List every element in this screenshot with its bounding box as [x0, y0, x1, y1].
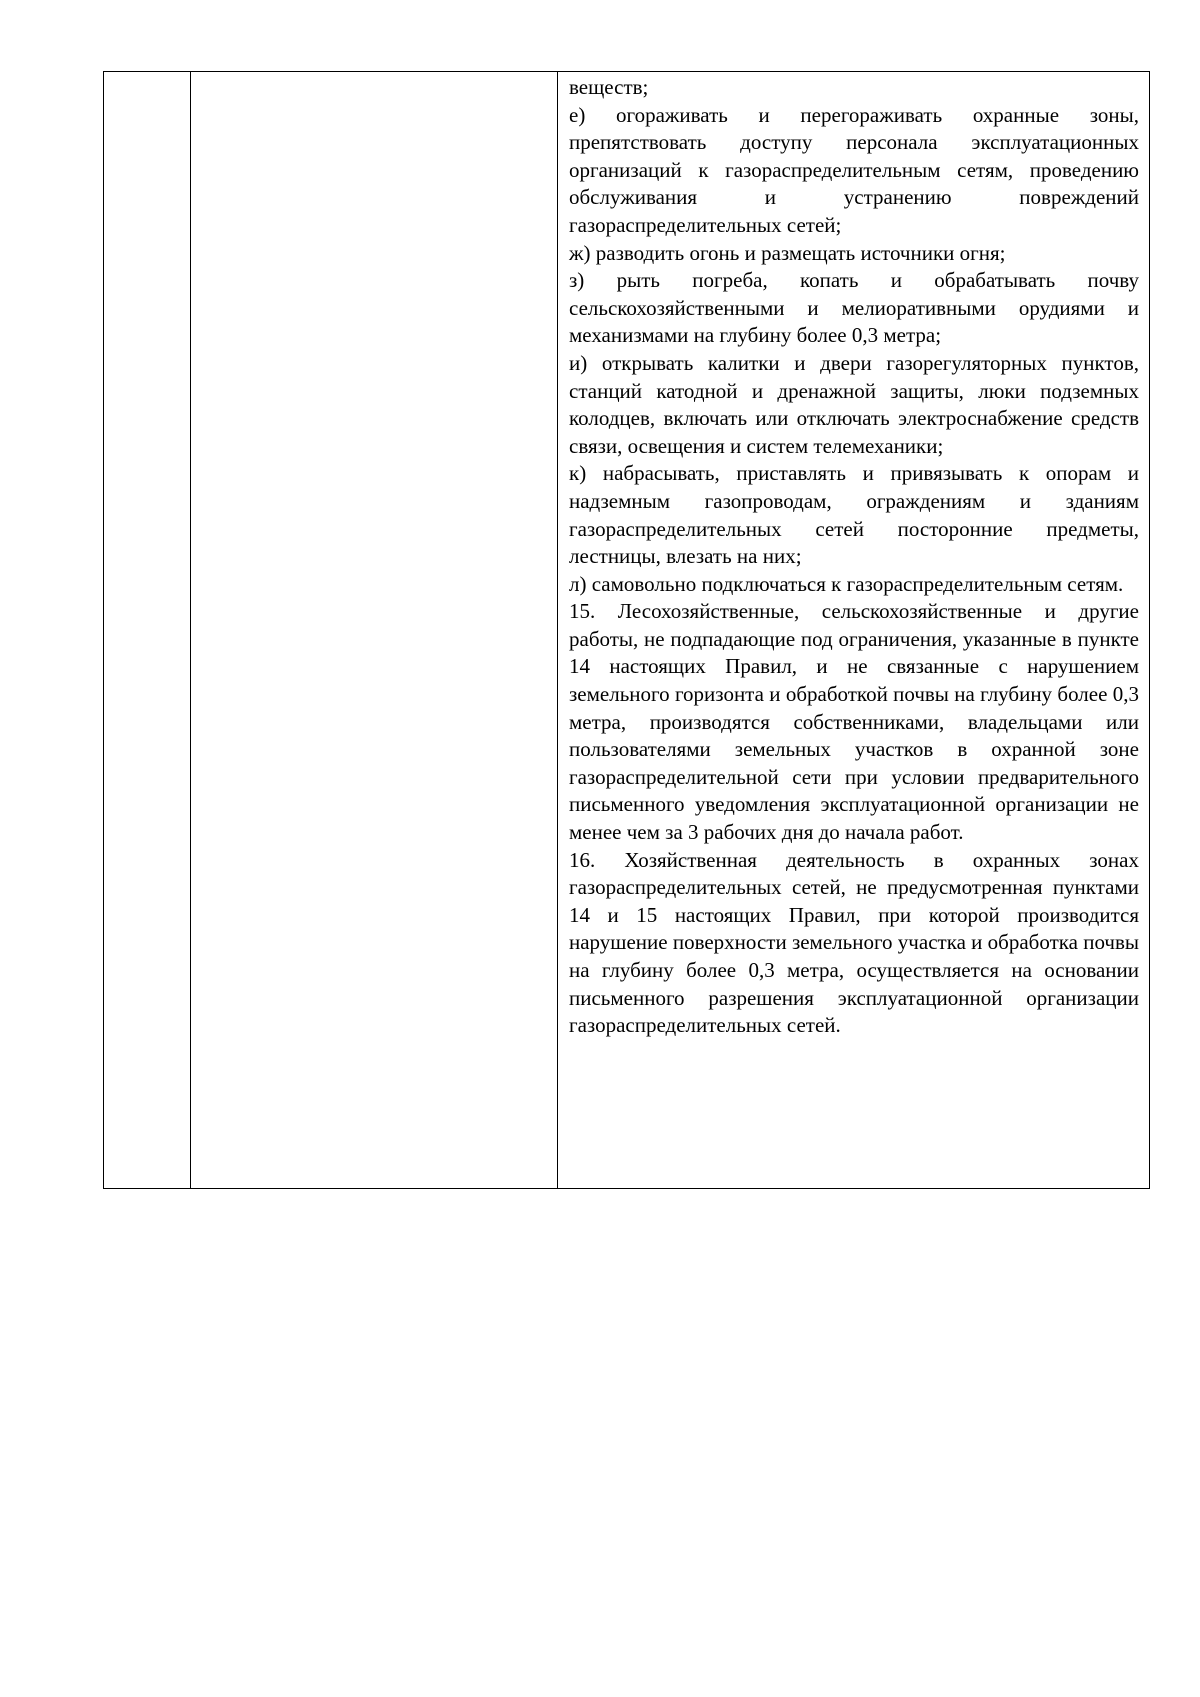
name-cell [191, 72, 558, 1189]
document-table [103, 71, 1150, 1189]
paragraph-item-i: и) открывать калитки и двери газорегуляторных пунктов, станций катодной и дренажной защиты, люки подземных колодцев, включать или отключать электроснабжение средств связи, освещения и систем телемеханики; [569, 350, 1139, 458]
paragraph-continuation: веществ; [569, 75, 649, 99]
number-cell [104, 72, 191, 1189]
text-cell [558, 72, 1150, 1189]
paragraph-point-15: 15. Лесохозяйственные, сельскохозяйственные и другие работы, не подпадающие под ограничения, указанные в пункте 14 настоящих Правил, и не связанные с нарушением земельного горизонта и обработкой почвы на глубину более 0,3 метра, производятся собственниками, владельцами или пользователями земельных участков в охранной зоне газораспределительной сети при условии предварительного письменного уведомления эксплуатационной организации не менее чем за 3 рабочих дня до начала работ. [569, 599, 1139, 845]
paragraph-item-l: л) самовольно подключаться к газораспределительным сетям. [569, 571, 1124, 596]
table-row [104, 72, 1150, 1189]
paragraph-item-z: з) рыть погреба, копать и обрабатывать почву сельскохозяйственными и мелиоративными орудиями и механизмами на глубину более 0,3 метра; [569, 268, 1139, 348]
paragraph-item-k: к) набрасывать, приставлять и привязывать к опорам и надземным газопроводам, ограждениям и зданиям газораспределительных сетей посторонние предметы, лестницы, влезать на них; [569, 461, 1139, 569]
paragraph-item-zh: ж) разводить огонь и размещать источники огня; [569, 240, 1006, 265]
paragraph-point-16: 16. Хозяйственная деятельность в охранных зонах газораспределительных сетей, не предусмотренная пунктами 14 и 15 настоящих Правил, при которой производится нарушение поверхности земельного участка и обработка почвы на глубину более 0,3 метра, осуществляется на основании письменного разрешения эксплуатационной организации газораспределительных сетей. [569, 847, 1139, 1038]
paragraph-item-e: е) огораживать и перегораживать охранные зоны, препятствовать доступу персонала эксплуатационных организаций к газораспределительным сетям, проведению обслуживания и устранению повреждений газораспределительных сетей; [569, 102, 1139, 237]
